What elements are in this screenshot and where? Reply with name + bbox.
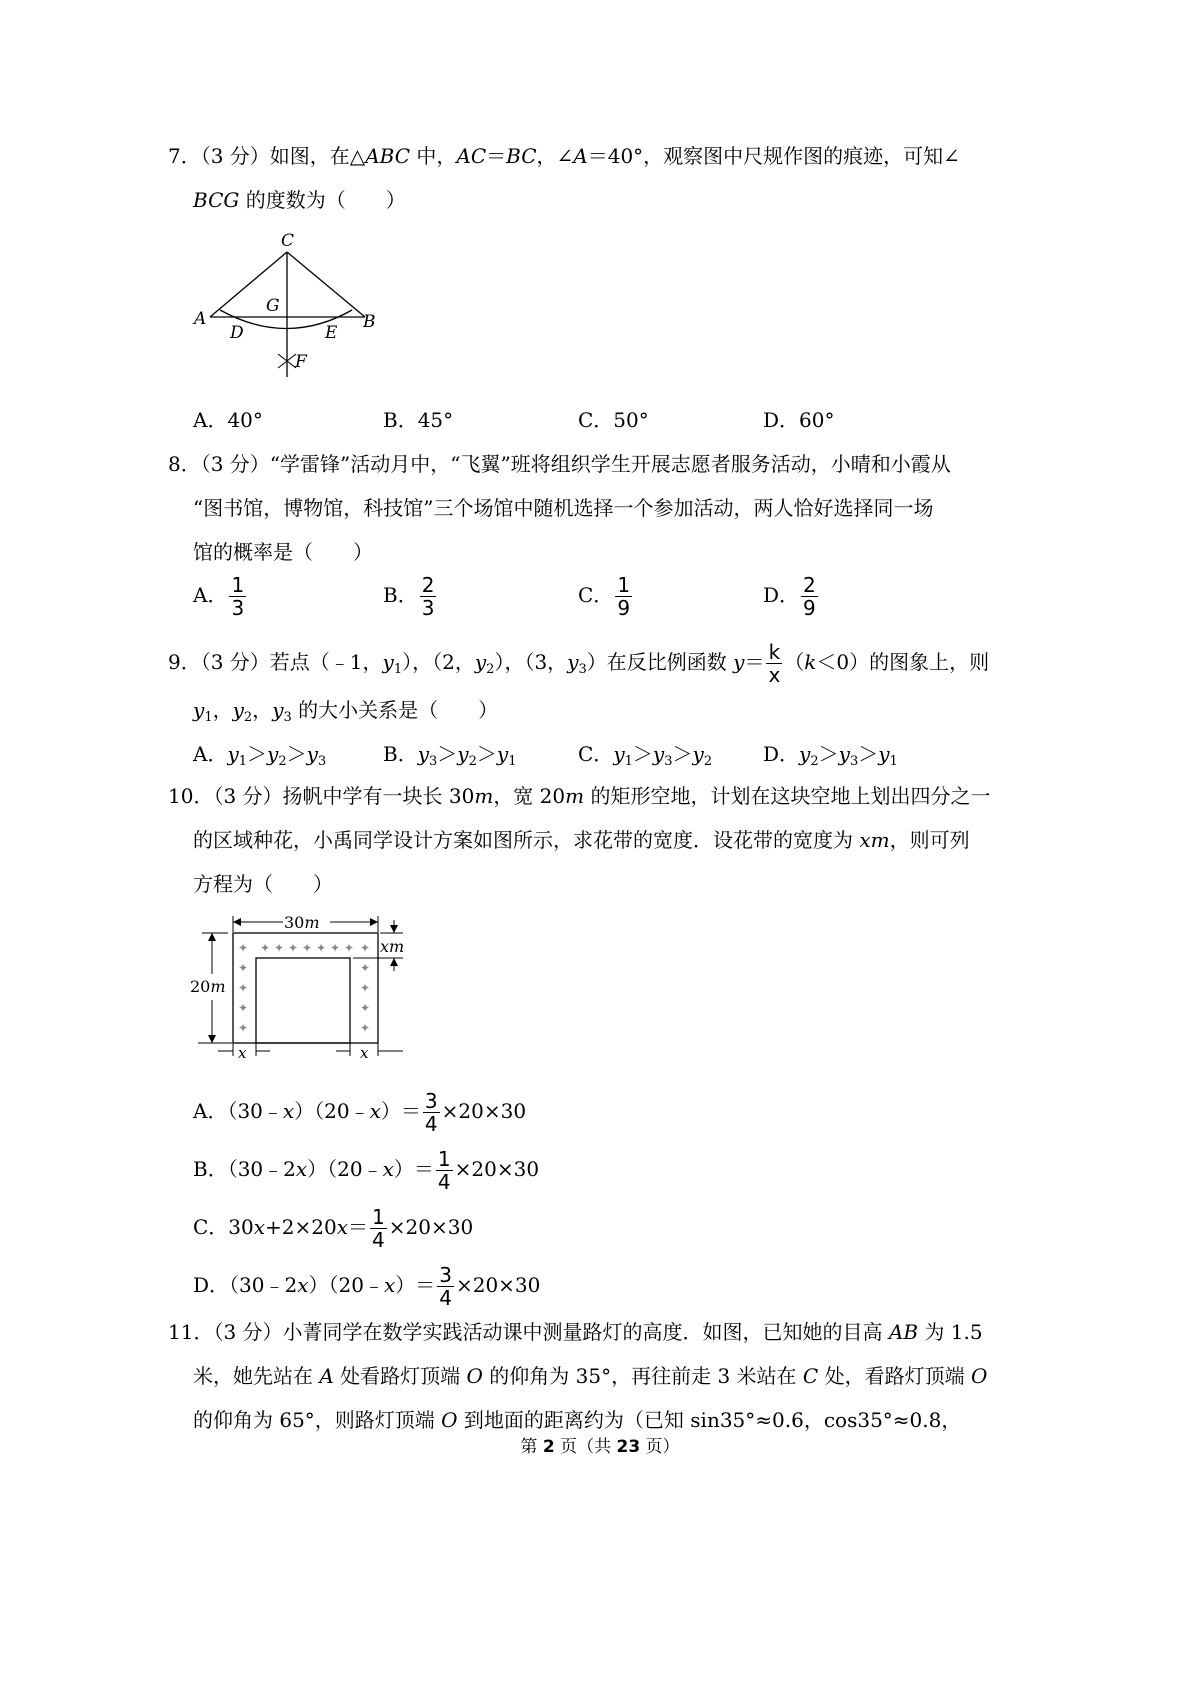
q10-line2: 的区域种花，小禹同学设计方案如图所示，求花带的宽度．设花带的宽度为 xm，则可列 (193, 828, 970, 852)
q8-option-d[interactable]: D． $\frac{2}{9}$ (763, 573, 816, 620)
label-a: A (194, 309, 207, 329)
q8-option-b[interactable]: B． $\frac{2}{3}$ (383, 573, 435, 620)
svg-text:✦: ✦ (360, 1021, 371, 1035)
svg-text:✦: ✦ (238, 941, 249, 955)
q10-option-c[interactable]: C．30x+2×20x＝ $\frac{1}{4}$ ×20×30 (193, 1205, 474, 1252)
svg-text:✦: ✦ (344, 941, 355, 955)
label-e: E (325, 323, 338, 343)
q8-line2: “图书馆，博物馆，科技馆”三个场馆中随机选择一个参加活动，两人恰好选择同一场 (193, 496, 934, 520)
q9-line1: 9．（3 分）若点（﹣1，$y_1$），（2，$y_2$），（3，$y_3$）在反比例函数 y＝ $\frac{k}{x}$ （k＜0）的图象上，则 (168, 640, 990, 687)
svg-text:✦: ✦ (238, 961, 249, 975)
q9-option-a[interactable]: A．$y_1>y_2>y_3$ (193, 742, 327, 769)
q8-option-a[interactable]: A． $\frac{1}{3}$ (193, 573, 245, 620)
label-d: D (230, 323, 244, 343)
q10-option-b[interactable]: B．（30﹣2x）（20﹣x）＝ $\frac{1}{4}$ ×20×30 (193, 1147, 540, 1194)
q7-option-a[interactable]: A．40° (193, 408, 263, 432)
svg-text:x: x (238, 1044, 247, 1062)
q9-option-c[interactable]: C．$y_1>y_3>y_2$ (578, 742, 713, 769)
svg-text:✦: ✦ (238, 1001, 249, 1015)
q7-figure (190, 232, 390, 382)
svg-text:✦: ✦ (238, 981, 249, 995)
label-c: C (281, 232, 295, 251)
q10-line1: 10．（3 分）扬帆中学有一块长 30m，宽 20m 的矩形空地，计划在这块空地上划出四分之一 (168, 784, 991, 808)
svg-text:✦: ✦ (302, 941, 313, 955)
q10-option-a[interactable]: A．（30﹣x）（20﹣x）＝ $\frac{3}{4}$ ×20×30 (193, 1089, 527, 1136)
svg-text:✦: ✦ (316, 941, 327, 955)
svg-text:✦: ✦ (360, 1001, 371, 1015)
svg-text:✦: ✦ (238, 1021, 249, 1035)
q9-line2: $y_1$，$y_2$，$y_3$ 的大小关系是（ ） (193, 698, 499, 725)
q7-option-d[interactable]: D．60° (763, 408, 835, 432)
label-b: B (363, 312, 376, 332)
q9-option-b[interactable]: B．$y_3>y_2>y_1$ (383, 742, 517, 769)
label-f: F (295, 352, 307, 372)
q11-line2: 米，她先站在 A 处看路灯顶端 O 的仰角为 35°，再往前走 3 米站在 C 处，看路灯顶端 O (193, 1364, 988, 1388)
q10-option-d[interactable]: D．（30﹣2x）（20﹣x）＝ $\frac{3}{4}$ ×20×30 (193, 1263, 541, 1310)
svg-text:✦: ✦ (288, 941, 299, 955)
svg-text:xm: xm (380, 937, 405, 956)
q7-line2: BCG 的度数为（ ） (193, 188, 406, 212)
q8-line1: 8．（3 分）“学雷锋”活动月中，“飞翼”班将组织学生开展志愿者服务活动，小晴和小霞从 (168, 452, 951, 476)
svg-text:30m: 30m (284, 913, 320, 932)
q7-option-b[interactable]: B．45° (383, 408, 454, 432)
q8-option-c[interactable]: C． $\frac{1}{9}$ (578, 573, 631, 620)
page-number: 2 (542, 1437, 555, 1457)
svg-text:✦: ✦ (330, 941, 341, 955)
svg-text:✦: ✦ (360, 981, 371, 995)
page-footer: 第 2 页（共 23 页） (520, 1437, 680, 1457)
label-g: G (266, 296, 280, 316)
q11-line1: 11．（3 分）小菁同学在数学实践活动课中测量路灯的高度．如图，已知她的目高 AB 为 1.5 (168, 1320, 983, 1344)
q7-line1: 7．（3 分）如图，在△ABC 中，AC＝BC，∠A＝40°，观察图中尺规作图的痕迹，可知∠ (168, 144, 960, 168)
svg-text:20m: 20m (190, 977, 226, 996)
svg-text:✦: ✦ (360, 961, 371, 975)
svg-text:x: x (360, 1044, 369, 1062)
svg-text:✦: ✦ (274, 941, 285, 955)
q10-figure (188, 908, 418, 1068)
q10-line3: 方程为（ ） (193, 872, 333, 896)
svg-text:✦: ✦ (260, 941, 271, 955)
q7-option-c[interactable]: C．50° (578, 408, 649, 432)
q8-line3: 馆的概率是（ ） (193, 540, 373, 564)
q11-line3: 的仰角为 65°，则路灯顶端 O 到地面的距离约为（已知 sin35°≈0.6，cos35°≈0.8， (193, 1408, 962, 1432)
page-total: 23 (616, 1437, 641, 1457)
q9-option-d[interactable]: D．$y_2>y_3>y_1$ (763, 742, 898, 769)
svg-text:✦: ✦ (360, 941, 371, 955)
